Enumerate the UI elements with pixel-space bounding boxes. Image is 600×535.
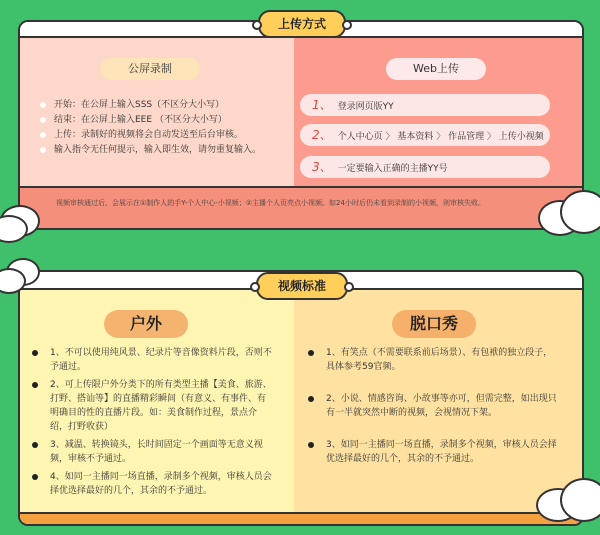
upload-methods-title: 上传方式 [258,10,346,38]
panel-bottom-strip [20,512,582,524]
review-note: 视频审核通过后，会展示在①制作人的手Y-个人中心-小视频；②主播个人页亮点小视频。如24小时后仍未看到录制的小视频，则审核失败。 [56,199,485,207]
list-item: 2、小说、情感咨询、小故事等亦可，但需完整，如出现只有一半就突然中断的视频，会视情况下架。 [308,392,558,420]
outdoor-rules-list [32,346,274,502]
screen-record-list [40,98,280,158]
video-standards-title: 视频标准 [256,272,348,300]
step-text: 登录网页版YY [337,102,394,112]
list-item: 4、如同一主播同一场直播，录制多个视频，审核人员会择优选择最好的几个，其余的不予通过。 [32,470,274,498]
list-item: 结束：在公屏上输入EEE （不区分大小写） [40,113,280,128]
cloud-decoration [560,478,600,522]
list-item: 1、不可以使用纯风景、纪录片等音像资料片段，否则不予通过。 [32,346,274,374]
list-item: 上传：录制好的视频将会自动发送至后台审核。 [40,128,280,143]
talkshow-rules-list [308,346,558,470]
screen-record-header: 公屏录制 [100,58,200,80]
talkshow-header: 脱口秀 [392,310,476,338]
step-number: 1、 [312,98,332,112]
step-number: 2、 [312,128,332,142]
cloud-decoration [560,190,600,234]
list-item: 2、可上传限户外分类下的所有类型主播【美食、旅游、打野、搭讪等】的直播精彩瞬间（有意义、有事件、有明确目的性的直播片段。如：美食制作过程，景点介绍，打野收获） [32,378,274,434]
step-number: 3、 [312,160,332,174]
upload-step-3 [300,156,550,178]
list-item: 3、减温、转换镜头，长时间固定一个画面等无意义视频，审核不予通过。 [32,438,274,466]
step-text: 一定要输入正确的主播YY号 [337,164,448,174]
step-text: 个人中心页 〉 基本资料 〉 作品管理 〉 上传小视频 [337,132,544,142]
list-item: 开始：在公屏上输入SSS（不区分大小写） [40,98,280,113]
web-upload-header: Web上传 [386,58,486,80]
list-item: 1、有笑点（不需要联系前后场景）、有包袱的独立段子，具体参考59官频。 [308,346,558,374]
outdoor-header: 户外 [104,310,188,338]
upload-step-1 [300,94,550,116]
upload-step-2 [300,124,550,146]
list-item: 输入指令无任何提示，输入即生效，请勿重复输入。 [40,143,280,158]
list-item: 3、如同一主播同一场直播，录制多个视频，审核人员会择优选择最好的几个，其余的不予通过。 [308,438,558,466]
